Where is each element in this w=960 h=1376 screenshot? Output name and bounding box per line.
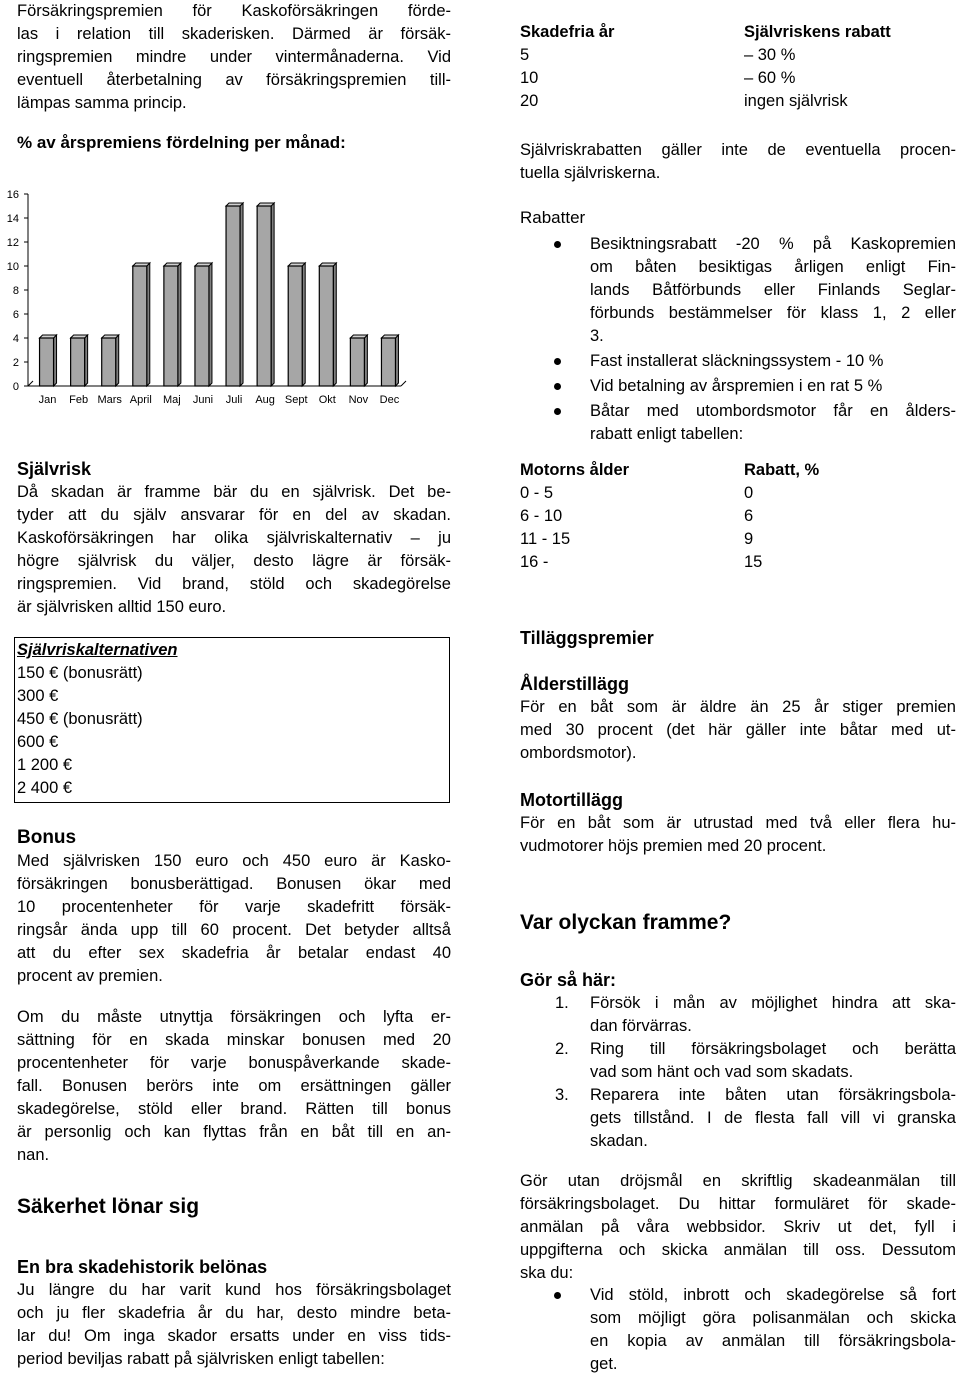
intro-line: lämpas samma princip. xyxy=(17,94,187,112)
chart-title: % av årspremiens fördelning per månad: xyxy=(17,133,346,152)
bonus-line: 10 procentenheter för varje skadefritt försäk- xyxy=(17,898,451,916)
rabatter-item-line: 3. xyxy=(590,327,604,345)
final-bullet-line: som möjligt göra polisanmälan och skicka xyxy=(590,1309,956,1327)
alternative-item: 450 € (bonusrätt) xyxy=(17,710,143,728)
x-tick-label: Nov xyxy=(348,394,369,406)
rebate-table xyxy=(520,21,956,113)
rebate-cell: – 30 % xyxy=(744,46,796,64)
intro-line: eventuell återbetalning av försäkringspremien till- xyxy=(17,71,451,89)
bonus2-line: nan. xyxy=(17,1146,50,1164)
rabatter-item-line: Vid betalning av årspremien i en rat 5 % xyxy=(590,377,883,395)
step-line: Försök i mån av möjlighet hindra att ska- xyxy=(590,994,956,1012)
y-tick-label: 8 xyxy=(12,285,19,297)
sjalvrisk-line: är självrisken alltid 150 euro. xyxy=(17,598,227,616)
alder-heading: Ålderstillägg xyxy=(520,674,630,694)
x-tick-label: Feb xyxy=(69,394,89,406)
report-line: försäkringsbolaget. Du hittar formuläret för skade- xyxy=(520,1195,956,1213)
y-tick-label: 14 xyxy=(6,213,19,225)
rebate-note-line: Självriskrabatten gäller inte de eventuella procen- xyxy=(520,141,956,159)
chart-bars xyxy=(40,203,399,386)
bonus-loss-paragraph xyxy=(17,1006,451,1167)
rebate-header: Skadefria år xyxy=(520,23,615,41)
bar-okt xyxy=(319,266,333,386)
alder-line: För en båt som är äldre än 25 år stiger premien xyxy=(520,698,956,716)
motortillagg-line: vudmotorer höjs premien med 20 procent. xyxy=(520,837,827,855)
x-tick-label: Dec xyxy=(379,394,400,406)
rabatter-item xyxy=(520,400,956,446)
motor-cell: 11 - 15 xyxy=(520,530,571,548)
bar-juli xyxy=(226,206,240,386)
alternatives-title: Självriskalternativen xyxy=(17,641,178,659)
rabatter-section xyxy=(520,206,956,446)
motor-header: Motorns ålder xyxy=(520,461,630,479)
bar-dec xyxy=(381,338,395,386)
rebate-cell: 5 xyxy=(520,46,530,64)
intro-line: ringspremien mindre under vintermånaderna. Vid xyxy=(17,48,451,66)
step-line: skadan. xyxy=(590,1132,648,1150)
bar-aug xyxy=(257,206,271,386)
y-tick-label: 12 xyxy=(6,237,19,249)
final-bullet-line: en kopia av anmälan till försäkringsbola- xyxy=(590,1332,956,1350)
alternative-item: 2 400 € xyxy=(17,779,73,797)
x-tick-label: Jan xyxy=(38,394,57,406)
bar-april xyxy=(133,266,147,386)
step-line: Ring till försäkringsbolaget och berätta xyxy=(590,1040,956,1058)
bar-jan xyxy=(40,338,54,386)
x-tick-label: Sept xyxy=(284,394,308,406)
bar-mars xyxy=(102,338,116,386)
rabatter-item xyxy=(520,375,956,398)
rabatter-item-line: om båten besiktigas årligen enligt Fin- xyxy=(590,258,956,276)
step-number: 3. xyxy=(555,1086,569,1104)
sjalvrisk-heading: Självrisk xyxy=(17,459,92,479)
bonus2-line: skadegörelse, stöld eller brand. Rätten till bonus xyxy=(17,1100,451,1118)
sjalvrisk-line: ringspremien. Vid brand, stöld och skadegörelse xyxy=(17,575,451,593)
motor-cell: 16 - xyxy=(520,553,549,571)
report-paragraph xyxy=(520,1170,956,1285)
olycka-heading: Var olyckan framme? xyxy=(520,911,732,934)
report-line: uppgifterna och skicka anmälan till oss. Dessutom xyxy=(520,1241,956,1259)
rabatter-item xyxy=(520,233,956,348)
rabatter-item-line: Besiktningsrabatt -20 % på Kaskopremien xyxy=(590,235,956,253)
report-line: anmälan på våra webbsidor. Skriv ut det, fyll i xyxy=(520,1218,956,1236)
rabatter-item-line: Fast installerat släckningssystem - 10 % xyxy=(590,352,884,370)
bonus2-line: är personlig och kan flyttas från en båt till en an- xyxy=(17,1123,451,1141)
floor-edge xyxy=(28,381,33,386)
steps-list xyxy=(520,992,956,1153)
y-tick-label: 4 xyxy=(12,333,19,345)
report-line: ska du: xyxy=(520,1264,574,1282)
rebate-note xyxy=(520,139,956,185)
bar-maj xyxy=(164,266,178,386)
rebate-cell: ingen självrisk xyxy=(744,92,848,110)
bar-sept xyxy=(288,266,302,386)
motor-cell: 0 xyxy=(744,484,754,502)
y-tick-label: 6 xyxy=(12,309,19,321)
sjalvrisk-line: tyder att du själv ansvarar för en del av skadan. xyxy=(17,506,451,524)
bonus2-line: fall. Bonusen berörs inte om ersättningen gäller xyxy=(17,1077,451,1095)
motor-cell: 9 xyxy=(744,530,754,548)
final-bullets xyxy=(520,1284,956,1376)
bonus-heading: Bonus xyxy=(17,827,77,848)
report-line: Gör utan dröjsmål en skriftlig skadeanmälan till xyxy=(520,1172,956,1190)
step-item xyxy=(520,1084,956,1153)
rabatter-item-line: Båtar med utombordsmotor får en ålders- xyxy=(590,402,956,420)
history-line: lar du! Om inga skador ersatts under en viss tids- xyxy=(17,1327,451,1345)
bar-juni xyxy=(195,266,209,386)
rabatter-item-line: rabatt enligt tabellen: xyxy=(590,425,744,443)
rebate-note-line: tuella självriskerna. xyxy=(520,164,661,182)
intro-paragraph xyxy=(17,0,451,115)
alternative-item: 300 € xyxy=(17,687,59,705)
rabatter-list xyxy=(520,233,956,446)
rebate-header: Självriskens rabatt xyxy=(744,23,891,41)
floor-edge xyxy=(401,381,406,386)
alder-line: med 30 procent (det här gäller inte båtar med ut- xyxy=(520,721,956,739)
alternatives-box xyxy=(14,637,450,803)
chart-x-labels xyxy=(39,394,400,406)
history-line: Ju längre du har varit kund hos försäkringsbolaget xyxy=(17,1281,451,1299)
rebate-cell: 10 xyxy=(520,69,539,87)
step-line: dan förvärras. xyxy=(590,1017,692,1035)
rabatter-item xyxy=(520,350,956,373)
step-line: gets tillstånd. I de flesta fall vill vi granska xyxy=(590,1109,956,1127)
y-tick-label: 0 xyxy=(12,381,19,393)
step-item xyxy=(520,1038,956,1084)
step-line: vad som hänt och vad som skadats. xyxy=(590,1063,854,1081)
final-bullet-item xyxy=(520,1284,956,1376)
gor-heading: Gör så här: xyxy=(520,970,617,990)
x-tick-label: Aug xyxy=(255,394,275,406)
y-tick-label: 2 xyxy=(12,357,19,369)
intro-line: las i relation till skaderisken. Därmed är försäk- xyxy=(17,25,451,43)
alder-line: ombordsmotor). xyxy=(520,744,637,762)
motor-header: Rabatt, % xyxy=(744,461,820,479)
bar-feb xyxy=(71,338,85,386)
history-section xyxy=(17,1256,451,1371)
rebate-cell: – 60 % xyxy=(744,69,796,87)
safety-heading: Säkerhet lönar sig xyxy=(17,1195,200,1218)
final-bullet-line: get. xyxy=(590,1355,618,1373)
chart-y-labels xyxy=(7,189,19,393)
bonus-line: ringsår ända upp till 60 procent. Det betyder alltså xyxy=(17,921,451,939)
alternative-item: 1 200 € xyxy=(17,756,73,774)
x-tick-label: Okt xyxy=(318,394,336,406)
alternative-item: 150 € (bonusrätt) xyxy=(17,664,143,682)
tillagg-heading: Tilläggspremier xyxy=(520,628,654,648)
motor-cell: 15 xyxy=(744,553,763,571)
history-line: och ju fler skadefria år du har, desto mindre beta- xyxy=(17,1304,451,1322)
step-line: Reparera inte båten utan försäkringsbola- xyxy=(590,1086,956,1104)
bonus-line: Med självrisken 150 euro och 450 euro är Kasko- xyxy=(17,852,451,870)
y-tick-label: 10 xyxy=(6,261,19,273)
rebate-cell: 20 xyxy=(520,92,539,110)
step-item xyxy=(520,992,956,1038)
premium-distribution-chart xyxy=(0,175,420,415)
rabatter-heading: Rabatter xyxy=(520,208,586,227)
bonus2-line: sättning för en skada minskar bonusen med 20 xyxy=(17,1031,451,1049)
history-heading: En bra skadehistorik belönas xyxy=(17,1257,268,1277)
final-bullet-line: Vid stöld, inbrott och skadegörelse så fort xyxy=(590,1286,956,1304)
rabatter-item-line: förbunds bestämmelser för klass 1, 2 eller xyxy=(590,304,956,322)
motortillagg-section xyxy=(520,789,956,858)
bonus2-line: procentenheter för varje bonuspåverkande skade- xyxy=(17,1054,451,1072)
history-line: period beviljas rabatt på självrisken enligt tabellen: xyxy=(17,1350,385,1368)
x-tick-label: Mars xyxy=(97,394,122,406)
sjalvrisk-line: Kaskoförsäkringen har olika självriskalternativ – ju xyxy=(17,529,451,547)
bonus2-line: Om du måste utnyttja försäkringen och lyfta er- xyxy=(17,1008,451,1026)
sjalvrisk-section xyxy=(17,458,451,619)
step-number: 2. xyxy=(555,1040,569,1058)
motor-cell: 6 xyxy=(744,507,754,525)
steps-section xyxy=(520,969,956,1153)
rabatter-item-line: lands Båtförbunds eller Finlands Seglar- xyxy=(590,281,956,299)
motortillagg-heading: Motortillägg xyxy=(520,790,623,810)
bonus-line: att du efter sex skadefria år betalar endast 40 xyxy=(17,944,451,962)
bonus-line: procent av premien. xyxy=(17,967,163,985)
sjalvrisk-line: Då skadan är framme bär du en självrisk. Det be- xyxy=(17,483,451,501)
sjalvrisk-line: högre självrisk du väljer, desto lägre är försäk- xyxy=(17,552,451,570)
motor-cell: 0 - 5 xyxy=(520,484,554,502)
intro-line: Försäkringspremien för Kaskoförsäkringen förde- xyxy=(17,2,451,20)
motor-age-table xyxy=(520,459,956,574)
x-tick-label: Juni xyxy=(192,394,214,406)
x-tick-label: Maj xyxy=(163,394,181,406)
bonus-section xyxy=(17,825,451,988)
x-tick-label: April xyxy=(129,394,152,406)
y-tick-label: 16 xyxy=(6,189,19,201)
alder-section xyxy=(520,673,956,765)
bonus-line: försäkringen bonusberättigad. Bonusen ökar med xyxy=(17,875,451,893)
motor-cell: 6 - 10 xyxy=(520,507,563,525)
x-tick-label: Juli xyxy=(225,394,243,406)
bar-nov xyxy=(350,338,364,386)
step-number: 1. xyxy=(555,994,569,1012)
motortillagg-line: För en båt som är utrustad med två eller flera hu- xyxy=(520,814,956,832)
alternative-item: 600 € xyxy=(17,733,59,751)
